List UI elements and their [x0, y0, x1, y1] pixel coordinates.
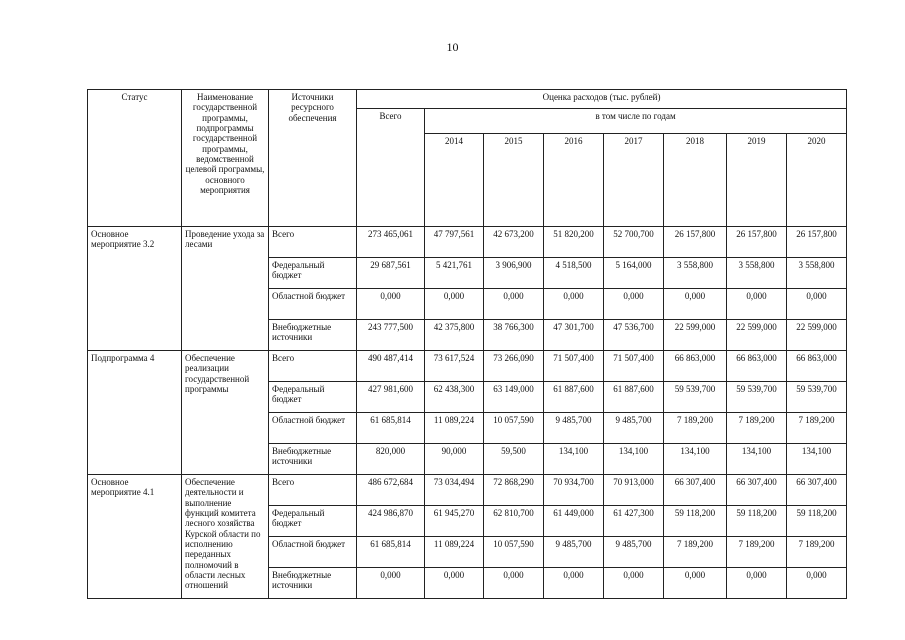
header-name: Наименование государственной программы, подпрограммы государственной программы, ведомственной целевой программы, основного мероприятия — [182, 90, 269, 227]
year-value-cell: 7 189,200 — [727, 413, 787, 444]
year-value-cell: 9 485,700 — [544, 413, 604, 444]
year-value-cell: 9 485,700 — [604, 413, 664, 444]
row-status: Подпрограмма 4 — [88, 351, 182, 475]
year-value-cell: 9 485,700 — [604, 537, 664, 568]
year-value-cell: 26 157,800 — [664, 227, 727, 258]
header-year: 2018 — [664, 134, 727, 227]
year-value-cell: 70 934,700 — [544, 475, 604, 506]
header-year: 2016 — [544, 134, 604, 227]
year-value-cell: 0,000 — [727, 289, 787, 320]
year-value-cell: 51 820,200 — [544, 227, 604, 258]
year-value-cell: 4 518,500 — [544, 258, 604, 289]
year-value-cell: 7 189,200 — [787, 537, 847, 568]
year-value-cell: 10 057,590 — [484, 413, 544, 444]
total-cell: 0,000 — [357, 289, 425, 320]
year-value-cell: 71 507,400 — [544, 351, 604, 382]
source-cell: Всего — [269, 227, 357, 258]
year-value-cell: 59 539,700 — [664, 382, 727, 413]
year-value-cell: 7 189,200 — [727, 537, 787, 568]
table-row — [88, 351, 847, 382]
source-cell: Федеральный бюджет — [269, 506, 357, 537]
year-value-cell: 59 539,700 — [727, 382, 787, 413]
total-cell: 486 672,684 — [357, 475, 425, 506]
total-cell: 820,000 — [357, 444, 425, 475]
year-value-cell: 22 599,000 — [727, 320, 787, 351]
year-value-cell: 66 863,000 — [727, 351, 787, 382]
total-cell: 243 777,500 — [357, 320, 425, 351]
row-name: Обеспечение деятельности и выполнение функций комитета лесного хозяйства Курской области по исполнению переданных полномочий в области лесных отношений — [182, 475, 269, 599]
year-value-cell: 61 887,600 — [604, 382, 664, 413]
year-value-cell: 0,000 — [425, 568, 484, 599]
year-value-cell: 47 301,700 — [544, 320, 604, 351]
total-cell: 427 981,600 — [357, 382, 425, 413]
header-estimate: Оценка расходов (тыс. рублей) — [357, 90, 847, 109]
year-value-cell: 5 164,000 — [604, 258, 664, 289]
year-value-cell: 66 863,000 — [664, 351, 727, 382]
year-value-cell: 0,000 — [787, 289, 847, 320]
source-cell: Областной бюджет — [269, 413, 357, 444]
year-value-cell: 73 266,090 — [484, 351, 544, 382]
header-year: 2014 — [425, 134, 484, 227]
year-value-cell: 11 089,224 — [425, 537, 484, 568]
year-value-cell: 10 057,590 — [484, 537, 544, 568]
year-value-cell: 66 307,400 — [727, 475, 787, 506]
source-cell: Внебюджетные источники — [269, 320, 357, 351]
source-cell: Всего — [269, 351, 357, 382]
year-value-cell: 22 599,000 — [664, 320, 727, 351]
year-value-cell: 3 558,800 — [727, 258, 787, 289]
total-cell: 424 986,870 — [357, 506, 425, 537]
year-value-cell: 0,000 — [544, 289, 604, 320]
year-value-cell: 5 421,761 — [425, 258, 484, 289]
year-value-cell: 73 617,524 — [425, 351, 484, 382]
year-value-cell: 0,000 — [484, 568, 544, 599]
year-value-cell: 134,100 — [664, 444, 727, 475]
year-value-cell: 47 797,561 — [425, 227, 484, 258]
total-cell: 61 685,814 — [357, 413, 425, 444]
total-cell: 61 685,814 — [357, 537, 425, 568]
year-value-cell: 26 157,800 — [787, 227, 847, 258]
year-value-cell: 59 118,200 — [664, 506, 727, 537]
year-value-cell: 26 157,800 — [727, 227, 787, 258]
year-value-cell: 0,000 — [727, 568, 787, 599]
header-year: 2020 — [787, 134, 847, 227]
year-value-cell: 134,100 — [544, 444, 604, 475]
header-year: 2019 — [727, 134, 787, 227]
year-value-cell: 66 307,400 — [787, 475, 847, 506]
year-value-cell: 134,100 — [787, 444, 847, 475]
source-cell: Областной бюджет — [269, 289, 357, 320]
year-value-cell: 3 558,800 — [664, 258, 727, 289]
year-value-cell: 0,000 — [664, 568, 727, 599]
year-value-cell: 38 766,300 — [484, 320, 544, 351]
year-value-cell: 73 034,494 — [425, 475, 484, 506]
year-value-cell: 0,000 — [544, 568, 604, 599]
header-total: Всего — [357, 109, 425, 227]
source-cell: Внебюджетные источники — [269, 444, 357, 475]
year-value-cell: 66 307,400 — [664, 475, 727, 506]
year-value-cell: 11 089,224 — [425, 413, 484, 444]
header-status: Статус — [88, 90, 182, 227]
year-value-cell: 42 673,200 — [484, 227, 544, 258]
year-value-cell: 61 449,000 — [544, 506, 604, 537]
row-name: Проведение ухода за лесами — [182, 227, 269, 351]
row-status: Основное мероприятие 4.1 — [88, 475, 182, 599]
header-sources: Источники ресурсного обеспечения — [269, 90, 357, 227]
header-year: 2015 — [484, 134, 544, 227]
year-value-cell: 59,500 — [484, 444, 544, 475]
year-value-cell: 47 536,700 — [604, 320, 664, 351]
year-value-cell: 7 189,200 — [664, 413, 727, 444]
year-value-cell: 0,000 — [484, 289, 544, 320]
year-value-cell: 0,000 — [604, 289, 664, 320]
year-value-cell: 3 558,800 — [787, 258, 847, 289]
page-number: 10 — [446, 40, 459, 54]
source-cell: Областной бюджет — [269, 537, 357, 568]
header-by-years: в том числе по годам — [425, 109, 847, 134]
source-cell: Федеральный бюджет — [269, 382, 357, 413]
total-cell: 490 487,414 — [357, 351, 425, 382]
year-value-cell: 0,000 — [604, 568, 664, 599]
year-value-cell: 70 913,000 — [604, 475, 664, 506]
year-value-cell: 52 700,700 — [604, 227, 664, 258]
year-value-cell: 42 375,800 — [425, 320, 484, 351]
year-value-cell: 61 427,300 — [604, 506, 664, 537]
header-year: 2017 — [604, 134, 664, 227]
year-value-cell: 61 887,600 — [544, 382, 604, 413]
year-value-cell: 61 945,270 — [425, 506, 484, 537]
year-value-cell: 3 906,900 — [484, 258, 544, 289]
year-value-cell: 72 868,290 — [484, 475, 544, 506]
source-cell: Всего — [269, 475, 357, 506]
year-value-cell: 59 118,200 — [727, 506, 787, 537]
year-value-cell: 134,100 — [727, 444, 787, 475]
source-cell: Внебюджетные источники — [269, 568, 357, 599]
year-value-cell: 66 863,000 — [787, 351, 847, 382]
year-value-cell: 62 810,700 — [484, 506, 544, 537]
row-status: Основное мероприятие 3.2 — [88, 227, 182, 351]
table-row — [88, 475, 847, 506]
expense-table — [87, 89, 847, 599]
source-cell: Федеральный бюджет — [269, 258, 357, 289]
year-value-cell: 22 599,000 — [787, 320, 847, 351]
table-row — [88, 227, 847, 258]
year-value-cell: 63 149,000 — [484, 382, 544, 413]
year-value-cell: 0,000 — [664, 289, 727, 320]
year-value-cell: 0,000 — [787, 568, 847, 599]
row-name: Обеспечение реализации государственной программы — [182, 351, 269, 475]
year-value-cell: 59 118,200 — [787, 506, 847, 537]
year-value-cell: 9 485,700 — [544, 537, 604, 568]
year-value-cell: 59 539,700 — [787, 382, 847, 413]
total-cell: 273 465,061 — [357, 227, 425, 258]
year-value-cell: 71 507,400 — [604, 351, 664, 382]
year-value-cell: 62 438,300 — [425, 382, 484, 413]
year-value-cell: 7 189,200 — [787, 413, 847, 444]
total-cell: 29 687,561 — [357, 258, 425, 289]
total-cell: 0,000 — [357, 568, 425, 599]
year-value-cell: 90,000 — [425, 444, 484, 475]
year-value-cell: 134,100 — [604, 444, 664, 475]
year-value-cell: 0,000 — [425, 289, 484, 320]
year-value-cell: 7 189,200 — [664, 537, 727, 568]
